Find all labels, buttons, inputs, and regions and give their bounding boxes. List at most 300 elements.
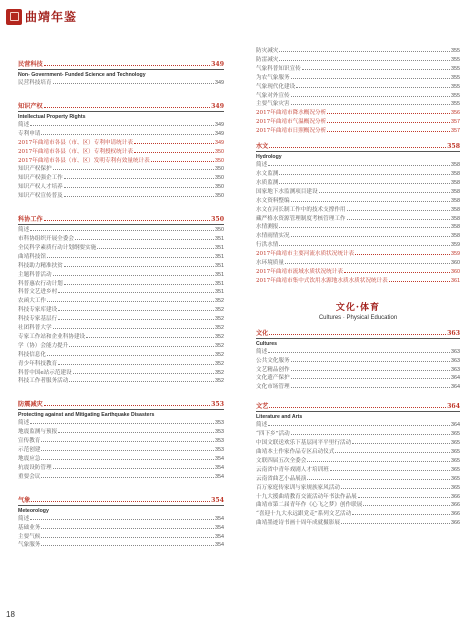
dot-leader: [307, 461, 450, 462]
entry-page: 363: [451, 357, 460, 364]
toc-entry[interactable]: [256, 259, 460, 268]
dot-leader: [285, 263, 450, 264]
entry-page: 355: [451, 101, 460, 108]
dot-leader: [307, 479, 450, 480]
dot-leader: [269, 147, 446, 148]
toc-entry[interactable]: [18, 280, 224, 289]
entry-page: 365: [451, 431, 460, 438]
toc-entry[interactable]: [18, 288, 224, 297]
dot-leader: [389, 281, 450, 282]
entry-page: 353: [215, 420, 224, 427]
toc-section: [18, 400, 224, 481]
dot-leader: [44, 405, 210, 406]
entry-page: 356: [451, 110, 460, 117]
section-heading[interactable]: [18, 102, 224, 112]
entry-title: 水情测报: [256, 224, 279, 231]
dot-leader: [58, 432, 214, 433]
toc-entry[interactable]: [256, 357, 460, 366]
toc-entry[interactable]: [18, 192, 224, 201]
toc-entry[interactable]: [256, 241, 460, 250]
dot-leader: [58, 319, 214, 320]
yearbook-logo: [6, 8, 77, 25]
dot-leader: [47, 257, 214, 258]
toc-entry[interactable]: [256, 188, 460, 197]
entry-title: 水情雨情实况: [256, 233, 290, 240]
toc-entry[interactable]: [256, 374, 460, 383]
toc-entry[interactable]: [18, 333, 224, 342]
toc-section: [18, 496, 224, 551]
section-subtitle-en: Intellectual Property Rights: [18, 113, 86, 120]
dot-leader: [347, 210, 450, 211]
dot-leader: [335, 452, 450, 453]
culture-section: [256, 329, 460, 393]
entry-page: 366: [451, 511, 460, 518]
toc-entry[interactable]: [18, 139, 224, 148]
toc-entry[interactable]: [256, 466, 460, 475]
dot-leader: [44, 65, 210, 66]
entry-page: 352: [215, 369, 224, 376]
toc-entry[interactable]: [256, 421, 460, 430]
entry-page: 364: [451, 375, 460, 382]
dot-leader: [44, 220, 210, 221]
entry-page: 358: [451, 233, 460, 240]
toc-entry[interactable]: [18, 369, 224, 378]
entry-title: “喜迎十九大永远跟党走”系列文艺活动: [256, 511, 352, 518]
toc-entry[interactable]: [18, 157, 224, 166]
section-page: 349: [211, 102, 224, 110]
dot-leader: [31, 501, 210, 502]
entry-page: 351: [215, 235, 224, 242]
entry-page: 355: [451, 83, 460, 90]
entry-title: 气象服务: [18, 542, 41, 549]
entry-page: 354: [215, 515, 224, 522]
part-heading-cn: 文化·体育: [335, 302, 381, 313]
toc-entry[interactable]: [18, 271, 224, 280]
dot-leader: [341, 488, 450, 489]
entry-title: 2017年曲靖市主要河流水质状况统计表: [256, 251, 355, 258]
toc-entry[interactable]: [256, 348, 460, 357]
entry-title: 曲靖本土作家作品专区启动仪式: [256, 449, 335, 455]
section-subtitle-en: Cultures: [256, 340, 278, 347]
entry-page: 364: [451, 384, 460, 391]
toc-entry[interactable]: [18, 351, 224, 360]
entry-title: 抗震设防管理: [18, 464, 52, 471]
toc-entry[interactable]: [18, 377, 224, 386]
toc-entry[interactable]: [18, 306, 224, 315]
entry-title: 民营科技培育: [18, 80, 52, 86]
entry-title: 知识产权人才培养: [18, 184, 63, 191]
entry-page: 352: [215, 325, 224, 332]
dot-leader: [291, 370, 450, 371]
entry-page: 358: [451, 197, 460, 204]
toc-entry[interactable]: [18, 262, 224, 271]
entry-page: 354: [215, 456, 224, 462]
toc-entry[interactable]: [18, 524, 224, 533]
entry-title: 2017年曲靖市流域水质状况统计表: [256, 268, 343, 275]
entry-page: 363: [451, 366, 460, 373]
entry-page: 351: [215, 262, 224, 269]
dot-leader: [268, 425, 450, 426]
entry-title: 简述: [256, 162, 268, 169]
toc-entry[interactable]: [256, 56, 460, 65]
entry-title: 曲靖市第二届青年作《心飞之梦》创作联展: [256, 502, 363, 509]
dot-leader: [151, 161, 214, 162]
entry-page: 364: [451, 422, 460, 429]
entry-page: 352: [215, 316, 224, 323]
entry-title: 防灾减灾: [256, 48, 279, 54]
dot-leader: [30, 519, 214, 520]
toc-entry[interactable]: [18, 455, 224, 464]
entry-page: 350: [215, 193, 224, 200]
dot-leader: [279, 60, 450, 61]
dot-leader: [73, 373, 214, 374]
toc-entry[interactable]: [18, 533, 224, 542]
toc-entry[interactable]: [256, 74, 460, 83]
entry-title: 科普惠农行动计划: [18, 280, 63, 287]
entry-title: 气象现代化建设: [256, 83, 296, 90]
entry-page: 355: [451, 92, 460, 99]
entry-page: 351: [215, 271, 224, 278]
entry-page: 365: [451, 440, 460, 447]
toc-entry[interactable]: [256, 100, 460, 109]
toc-section: [18, 215, 224, 386]
toc-entry[interactable]: [256, 430, 460, 439]
entry-page: 355: [451, 48, 460, 54]
entry-page: 350: [215, 184, 224, 191]
entry-title: 示范创建: [18, 447, 41, 454]
toc-entry[interactable]: [256, 250, 460, 259]
toc-entry[interactable]: [256, 383, 460, 392]
entry-title: 青少年科技教育: [18, 360, 58, 367]
seal-icon: [6, 9, 22, 25]
entry-page: 351: [215, 289, 224, 296]
entry-page: 351: [215, 253, 224, 260]
toc-entry[interactable]: [256, 277, 460, 286]
section-page: 358: [447, 143, 460, 151]
dot-leader: [319, 192, 450, 193]
toc-entry[interactable]: [256, 127, 460, 136]
entry-title: 2017年曲靖市降水概况分析: [256, 110, 327, 117]
toc-entry[interactable]: [256, 206, 460, 215]
entry-title: 2017年曲靖市日照概况分析: [256, 128, 327, 135]
dot-leader: [268, 165, 450, 166]
section-page: 354: [211, 496, 224, 504]
dot-leader: [291, 104, 450, 105]
toc-entry[interactable]: [256, 232, 460, 241]
toc-entry[interactable]: [18, 324, 224, 333]
entry-page: 358: [451, 224, 460, 231]
dot-leader: [41, 528, 214, 529]
toc-entry[interactable]: [18, 148, 224, 157]
section-title: 气象: [18, 496, 31, 504]
toc-entry[interactable]: [256, 170, 460, 179]
dot-leader: [355, 254, 450, 255]
dot-leader: [341, 523, 450, 524]
toc-entry[interactable]: [256, 439, 460, 448]
dot-leader: [47, 301, 214, 302]
dot-leader: [86, 337, 214, 338]
section-heading[interactable]: [18, 60, 224, 70]
entry-page: 354: [215, 524, 224, 531]
dot-leader: [41, 537, 214, 538]
entry-page: 353: [215, 447, 224, 454]
entry-page: 352: [215, 360, 224, 367]
dot-leader: [296, 87, 450, 88]
entry-title: 社团科普大学: [18, 325, 52, 332]
entry-page: 350: [215, 166, 224, 173]
toc-entry[interactable]: [256, 519, 460, 528]
toc-entry[interactable]: [18, 79, 224, 88]
toc-entry[interactable]: [18, 541, 224, 550]
part-heading-en: Cultures · Physical Education: [318, 314, 398, 321]
entry-page: 357: [451, 128, 460, 135]
entry-page: 363: [451, 348, 460, 355]
entry-title: 水文资料整编: [256, 197, 290, 204]
entry-title: 云南省曲艺小品展演: [256, 475, 307, 482]
dot-leader: [363, 505, 450, 506]
entry-title: 水质监测: [256, 179, 279, 186]
entry-title: 国家地下水监测项目建设: [256, 188, 318, 195]
section-page: 353: [211, 401, 224, 409]
entry-page: 350: [215, 227, 224, 234]
toc-entry[interactable]: [18, 244, 224, 253]
entry-page: 355: [451, 65, 460, 72]
entry-title: 藏严格水资源管理制度考核管理工作: [256, 215, 346, 222]
dot-leader: [30, 423, 214, 424]
entry-title: “四下乡”活动: [256, 431, 290, 438]
toc-entry[interactable]: [18, 473, 224, 482]
section-heading[interactable]: [18, 215, 224, 225]
entry-page: 354: [215, 473, 224, 480]
entry-title: 学（协）会能力提升: [18, 342, 69, 349]
section-subtitle-en: Hydrology: [256, 154, 282, 161]
toc-entry[interactable]: [256, 493, 460, 502]
entry-page: 352: [215, 342, 224, 349]
dot-leader: [58, 292, 214, 293]
entry-title: 重要会议: [18, 473, 41, 480]
toc-entry[interactable]: [256, 83, 460, 92]
toc-entry[interactable]: [256, 484, 460, 493]
dot-leader: [64, 196, 214, 197]
section-heading[interactable]: [256, 142, 460, 152]
toc-entry[interactable]: [18, 121, 224, 130]
toc-entry[interactable]: [256, 501, 460, 510]
entry-page: 359: [451, 242, 460, 249]
toc-entry[interactable]: [256, 47, 460, 56]
section-subtitle-en: Protecting against and Mitigating Earthquake Disasters: [18, 412, 155, 419]
toc-entry[interactable]: [256, 161, 460, 170]
entry-title: 科普中国e站示范建设: [18, 369, 72, 376]
toc-entry[interactable]: [18, 437, 224, 446]
dot-leader: [53, 468, 214, 469]
entry-page: 349: [215, 130, 224, 137]
entry-title: 简述: [18, 227, 30, 234]
entry-title: 基础业务: [18, 524, 41, 531]
toc-entry[interactable]: [18, 297, 224, 306]
entry-title: 主要气象灾害: [256, 101, 290, 108]
entry-page: 352: [215, 333, 224, 340]
entry-title: 十九大援曲靖教育交流活动年书法作品展: [256, 493, 357, 500]
toc-entry[interactable]: [18, 419, 224, 428]
toc-entry[interactable]: [18, 428, 224, 437]
entry-page: 365: [451, 475, 460, 482]
part-heading-culture: [256, 302, 460, 323]
dot-leader: [53, 83, 214, 84]
dot-leader: [327, 122, 450, 123]
section-subtitle-en: Meteorology: [18, 507, 49, 514]
entry-title: 2017年曲靖市各县（市、区）专利申请统计表: [18, 139, 133, 146]
entry-page: 365: [451, 449, 460, 455]
entry-title: 科技专家基层行: [18, 316, 58, 323]
dot-leader: [327, 113, 450, 114]
entry-page: 349: [215, 80, 224, 86]
toc-entry[interactable]: [256, 510, 460, 519]
entry-title: 水文监测: [256, 170, 279, 177]
entry-title: 气象对外宣传: [256, 92, 290, 99]
toc-entry[interactable]: [18, 183, 224, 192]
toc-entry[interactable]: [256, 197, 460, 206]
entry-page: 360: [451, 260, 460, 267]
toc-entry[interactable]: [256, 92, 460, 101]
toc-entry[interactable]: [256, 118, 460, 127]
dot-leader: [291, 236, 450, 237]
entry-title: 主题科普活动: [18, 271, 52, 278]
entry-title: 简述: [256, 422, 268, 429]
section-page: 349: [211, 61, 224, 68]
entry-title: 简述: [256, 348, 268, 355]
dot-leader: [53, 169, 214, 170]
toc-entry[interactable]: [18, 165, 224, 174]
entry-title: 文艺精品创作: [256, 366, 290, 373]
section-title: 科协工作: [18, 216, 43, 224]
entry-page: 358: [451, 179, 460, 186]
toc-entry[interactable]: [256, 457, 460, 466]
toc-entry[interactable]: [18, 226, 224, 235]
toc-entry[interactable]: [18, 515, 224, 524]
entry-title: 知识产权保护: [18, 166, 52, 173]
toc-entry[interactable]: [18, 315, 224, 324]
entry-page: 357: [451, 119, 460, 126]
toc-entry[interactable]: [256, 366, 460, 375]
toc-entry[interactable]: [256, 215, 460, 224]
toc-section: [18, 102, 224, 201]
section-title: 知识产权: [18, 102, 43, 110]
entry-page: 360: [451, 268, 460, 275]
section-heading[interactable]: [256, 402, 460, 412]
toc-entry[interactable]: [18, 130, 224, 139]
section-heading[interactable]: [256, 329, 460, 339]
entry-page: 351: [215, 280, 224, 287]
entry-page: 351: [215, 244, 224, 251]
dot-leader: [268, 352, 450, 353]
section-title: 文艺: [256, 403, 269, 411]
dot-leader: [44, 107, 210, 108]
toc-entry[interactable]: [18, 253, 224, 262]
toc-entry[interactable]: [256, 179, 460, 188]
toc-entry[interactable]: [18, 235, 224, 244]
entry-page: 358: [451, 170, 460, 177]
dot-leader: [279, 51, 450, 52]
entry-page: 355: [451, 74, 460, 81]
dot-leader: [58, 364, 214, 365]
toc-entry[interactable]: [256, 109, 460, 118]
toc-entry[interactable]: [18, 360, 224, 369]
entry-title: 为农气象服务: [256, 74, 290, 81]
dot-leader: [279, 245, 450, 246]
toc-entry[interactable]: [18, 174, 224, 183]
entry-title: 云南省中青年戏剧人才培训班: [256, 466, 329, 473]
toc-entry[interactable]: [18, 446, 224, 455]
dot-leader: [269, 407, 446, 408]
dot-leader: [64, 187, 214, 188]
entry-title: 知识产权宣传普及: [18, 193, 63, 200]
entry-page: 366: [451, 502, 460, 509]
entry-title: 防雷减灾: [256, 56, 279, 63]
dot-leader: [358, 497, 450, 498]
dot-leader: [41, 450, 214, 451]
dot-leader: [41, 477, 214, 478]
entry-title: 文化遗产保护: [256, 375, 290, 382]
dot-leader: [279, 227, 450, 228]
meteorology-continued: [256, 47, 460, 136]
entry-page: 352: [215, 298, 224, 305]
entry-page: 355: [451, 56, 460, 63]
entry-title: 市科协组织开展全委会: [18, 235, 74, 242]
entry-page: 350: [215, 175, 224, 182]
entry-title: 科技工作者服务活动: [18, 378, 69, 385]
dot-leader: [69, 381, 214, 382]
entry-title: 地震监测与预报: [18, 429, 58, 436]
entry-page: 366: [451, 493, 460, 500]
dot-leader: [347, 219, 450, 220]
entry-title: 曲靖科技馆: [18, 253, 46, 260]
entry-title: 科技信息化: [18, 351, 46, 358]
dot-leader: [41, 545, 214, 546]
dot-leader: [134, 152, 214, 153]
dot-leader: [269, 334, 446, 335]
entry-page: 353: [215, 438, 224, 445]
toc-entry[interactable]: [256, 65, 460, 74]
dot-leader: [41, 441, 214, 442]
dot-leader: [41, 459, 214, 460]
entry-page: 354: [215, 464, 224, 471]
entry-title: 全民科学素质行动计划纲要实施: [18, 244, 97, 251]
entry-title: 中国文联送欢乐下基层同平平里行活动: [256, 440, 352, 447]
toc-entry[interactable]: [18, 464, 224, 473]
toc-left-column: [18, 60, 224, 550]
entry-page: 358: [451, 206, 460, 213]
entry-title: 科技助力精准扶贫: [18, 262, 63, 269]
toc-entry[interactable]: [256, 223, 460, 232]
toc-entry[interactable]: [256, 448, 460, 457]
section-heading[interactable]: [18, 496, 224, 506]
dot-leader: [30, 230, 214, 231]
entry-title: 行洪水情: [256, 242, 279, 249]
entry-title: 2017年曲靖市气温概况分析: [256, 119, 327, 126]
dot-leader: [134, 143, 214, 144]
dot-leader: [302, 69, 450, 70]
entry-title: 简述: [18, 121, 30, 128]
section-heading[interactable]: [18, 400, 224, 410]
toc-entry[interactable]: [18, 342, 224, 351]
section-subtitle-en: Literature and Arts: [256, 414, 303, 421]
hydrology-section: [256, 142, 460, 286]
entry-title: 水文在河长制工作中的技术支撑作用: [256, 206, 346, 213]
toc-entry[interactable]: [256, 475, 460, 484]
entry-title: 地震应急: [18, 456, 41, 462]
dot-leader: [291, 434, 450, 435]
toc-entry[interactable]: [256, 268, 460, 277]
